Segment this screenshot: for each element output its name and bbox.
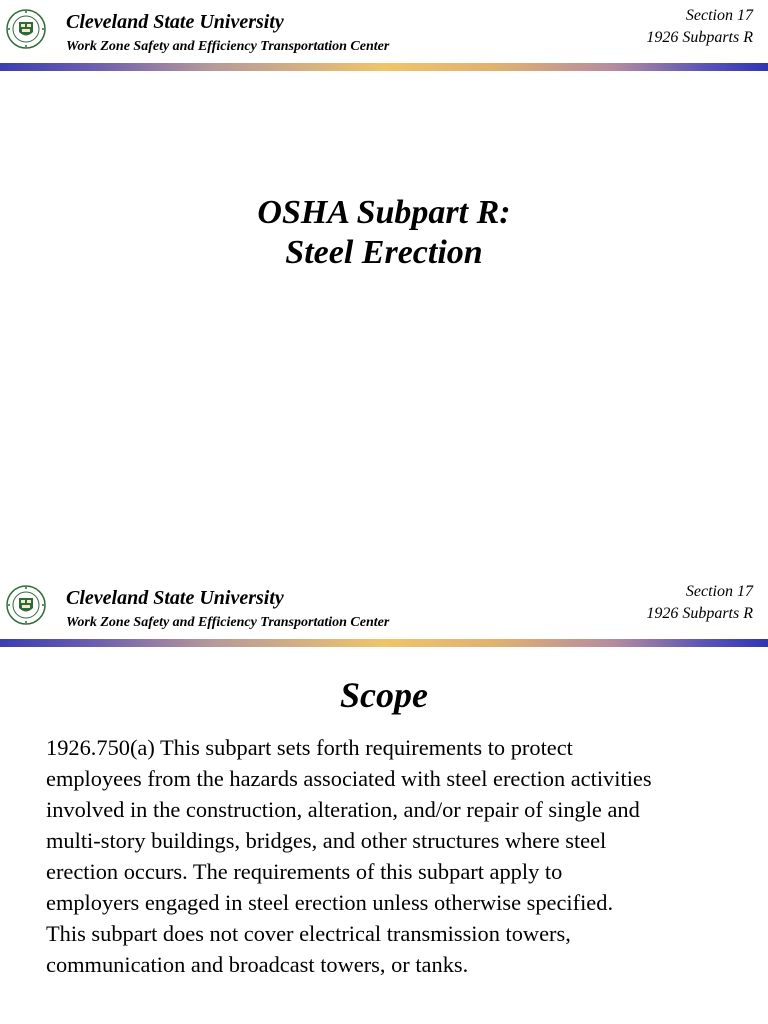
university-name: Cleveland State University — [66, 11, 284, 33]
body-line: employees from the hazards associated with steel erection activities — [46, 766, 652, 791]
scope-heading: Scope — [340, 675, 428, 715]
body-line: This subpart does not cover electrical transmission towers, — [46, 921, 571, 946]
slide-header — [0, 0, 768, 72]
slide-header — [0, 576, 768, 648]
subparts-label: 1926 Subparts R — [646, 605, 753, 622]
body-line: 1926.750(a) This subpart sets forth requirements to protect — [46, 735, 573, 760]
body-line: involved in the construction, alteration, and/or repair of single and — [46, 797, 640, 822]
university-name: Cleveland State University — [66, 587, 284, 609]
section-label — [646, 6, 753, 48]
scope-body — [46, 732, 746, 980]
body-line: erection occurs. The requirements of this subpart apply to — [46, 859, 563, 884]
title-line-1: OSHA Subpart R: — [257, 194, 511, 231]
university-seal-icon — [6, 9, 46, 49]
slide-scope — [0, 576, 768, 1024]
subparts-label: 1926 Subparts R — [646, 29, 753, 46]
body-line: communication and broadcast towers, or tanks. — [46, 952, 469, 977]
header-gradient-band — [0, 63, 768, 71]
body-line: employers engaged in steel erection unless otherwise specified. — [46, 890, 614, 915]
section-number: Section 17 — [685, 583, 753, 600]
center-name: Work Zone Safety and Efficiency Transportation Center — [66, 615, 390, 630]
center-name: Work Zone Safety and Efficiency Transportation Center — [66, 39, 390, 54]
body-line: multi-story buildings, bridges, and other structures where steel — [46, 828, 607, 853]
section-number: Section 17 — [685, 7, 753, 24]
header-gradient-band — [0, 639, 768, 647]
university-seal-icon — [6, 585, 46, 625]
title-line-2: Steel Erection — [285, 234, 483, 271]
slide-title-text — [0, 193, 768, 273]
section-label — [646, 582, 753, 624]
